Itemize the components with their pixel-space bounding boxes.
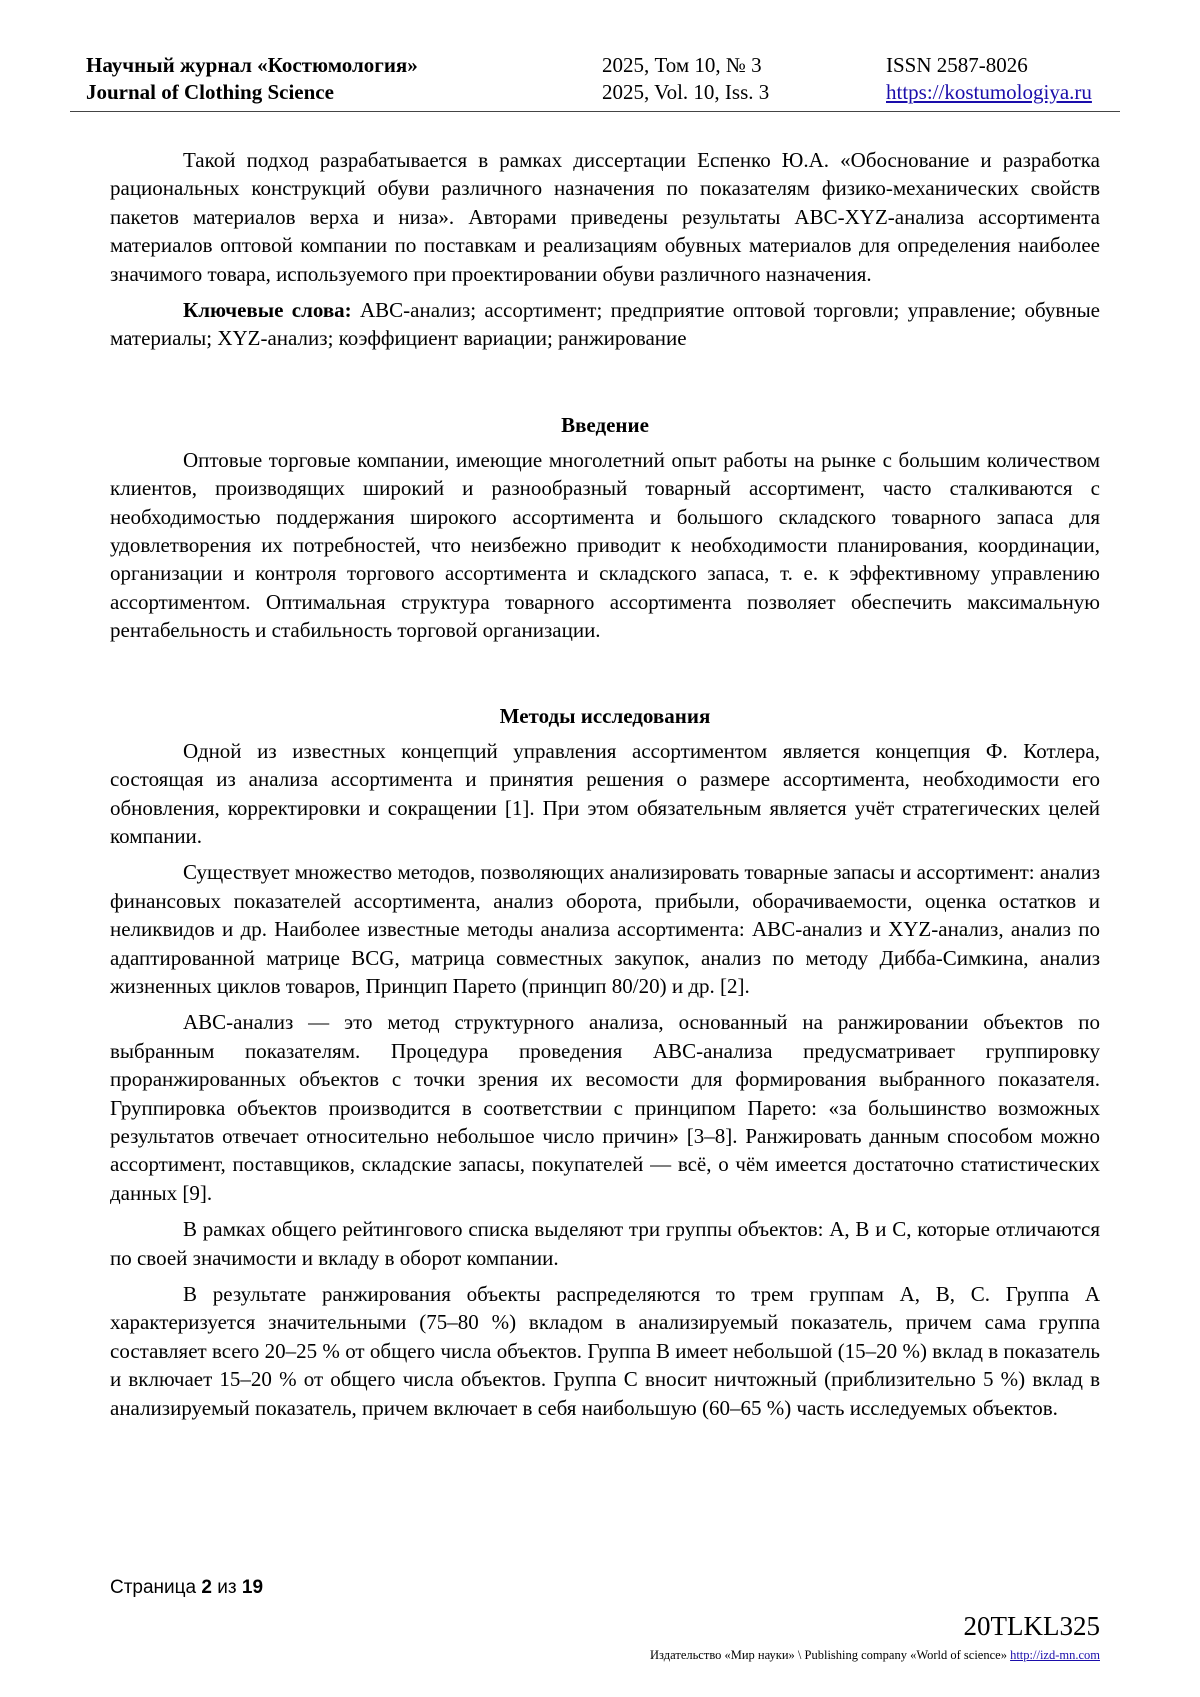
methods-paragraph: В рамках общего рейтингового списка выделяют три группы объектов: A, B и C, которые отличаются по своей значимости и вкладу в оборот компании.: [110, 1217, 1100, 1270]
article-code: 20TLKL325: [963, 1611, 1100, 1641]
publisher-line: [650, 1647, 1100, 1663]
page-current: 2: [201, 1577, 212, 1598]
issn-block: [886, 52, 1092, 106]
journal-header: [86, 52, 1120, 110]
page-body: [110, 146, 1100, 1422]
methods-paragraph: АВС-анализ — это метод структурного анализа, основанный на ранжировании объектов по выбранным показателям. Процедура проведения АВС-анализа предусматривает группировку проранжированных объектов с точки зрения их весомости для формирования выбранного показателя. Группировка объектов производится в соответствии с принципом Парето: «за большинство возможных результатов отвечает относительно небольшое число причин» [3–8]. Ранжировать данным способом можно ассортимент, поставщиков, складские запасы, покупателей — всё, о чём имеется достаточно статистических данных [9].: [110, 1010, 1100, 1205]
methods-paragraph: Существует множество методов, позволяющих анализировать товарные запасы и ассортимент: анализ финансовых показателей ассортимента, анализ оборота, прибыли, оборачиваемости, оценка остатков и неликвидов и др. Наиболее известные методы анализа ассортимента: ABC-анализ и XYZ-анализ, анализ по адаптированной матрице BCG, матрица совместных закупок, анализ по методу Дибба-Симкина, анализ жизненных циклов товаров, Принцип Парето (принцип 80/20) и др. [2].: [110, 860, 1100, 998]
intro-heading: Введение: [561, 412, 649, 437]
journal-title: [86, 52, 418, 106]
publisher-url-link[interactable]: http://izd-mn.com: [1010, 1648, 1100, 1662]
journal-title-ru: Научный журнал «Костюмология»: [86, 53, 418, 77]
issue-info: [602, 52, 769, 106]
methods-paragraph: В результате ранжирования объекты распределяются то трем группам A, B, C. Группа A характеризуется значительными (75–80 %) вкладом в анализируемый показатель, причем сама группа составляет всего 20–25 % от общего числа объектов. Группа B имеет небольшой (15–20 %) вклад в показатель и включает 15–20 % от общего числа объектов. Группа C вносит ничтожный (приблизительно 5 %) вклад в анализируемый показатель, причем включает в себя наибольшую (60–65 %) часть исследуемых объектов.: [110, 1282, 1100, 1420]
page-total: 19: [241, 1577, 264, 1598]
keywords-text: ABC-анализ; ассортимент; предприятие оптовой торговли; управление; обувные материалы; XYZ-анализ; коэффициент вариации; ранжирование: [110, 298, 1100, 351]
journal-url-link[interactable]: https://kostumologiya.ru: [886, 80, 1092, 104]
issn: ISSN 2587-8026: [886, 53, 1028, 77]
keywords-label: Ключевые слова:: [183, 298, 352, 323]
intro-paragraph: Оптовые торговые компании, имеющие многолетний опыт работы на рынке с большим количеством клиентов, производящих широкий и разнообразный товарный ассортимент, часто сталкиваются с необходимостью поддержания широкого ассортимента и большого складского товарного запаса для удовлетворения их потребностей, что неизбежно приводит к необходимости планирования, координации, организации и контроля торгового ассортимента и складского запаса, т. е. к эффективному управлению ассортиментом. Оптимальная структура товарного ассортимента позволяет обеспечить максимальную рентабельность и стабильность торговой организации.: [110, 447, 1100, 643]
header-divider: [70, 111, 1120, 112]
issue-ru: 2025, Том 10, № 3: [602, 53, 762, 77]
methods-heading: Методы исследования: [499, 703, 711, 728]
methods-paragraph: Одной из известных концепций управления ассортиментом является концепция Ф. Котлера, состоящая из анализа ассортимента и принятия решения о размере ассортимента, необходимости его обновления, корректировки и сокращении [1]. При этом обязательным является учёт стратегических целей компании.: [110, 738, 1100, 848]
page-number: [110, 1577, 263, 1599]
issue-en: 2025, Vol. 10, Iss. 3: [602, 80, 770, 104]
publisher-text: Издательство «Мир науки» \ Publishing company «World of science»: [650, 1648, 1007, 1662]
abstract-paragraph: Такой подход разрабатывается в рамках диссертации Еспенко Ю.А. «Обоснование и разработка рациональных конструкций обуви различного назначения по показателям физико-механических свойств пакетов материалов верха и низа». Авторами приведены результаты ABC-XYZ-анализа ассортимента материалов оптовой компании по поставкам и реализациям обувных материалов для определения наиболее значимого товара, используемого при проектировании обуви различного назначения.: [110, 148, 1100, 286]
page-sep: из: [217, 1577, 237, 1598]
page-prefix: Страница: [110, 1577, 197, 1598]
keywords-paragraph: [110, 296, 1100, 353]
journal-title-en: Journal of Clothing Science: [86, 80, 334, 104]
